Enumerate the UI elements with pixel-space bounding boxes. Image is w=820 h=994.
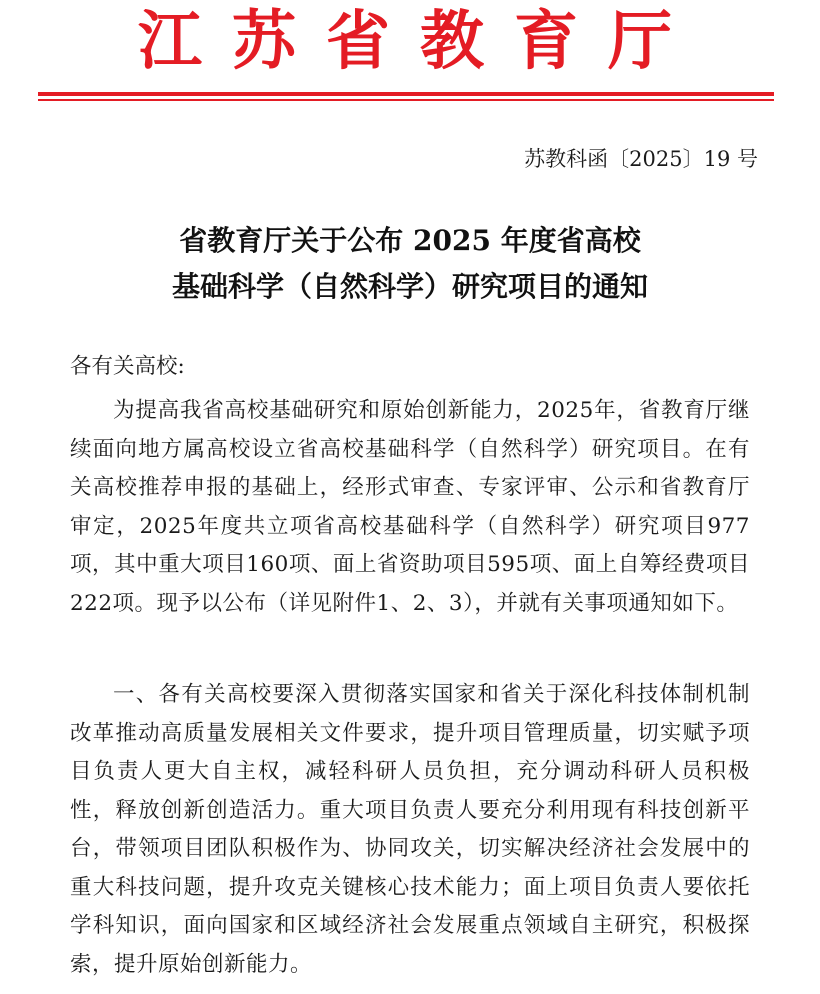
body-paragraph-2: 一、各有关高校要深入贯彻落实国家和省关于深化科技体制机制改革推动高质量发展相关文件要求，提升项目管理质量，切实赋予项目负责人更大自主权，减轻科研人员负担，充分调动科研人员积极性，释放创新创造活力。重大项目负责人要充分利用现有科技创新平台，带领项目团队积极作为、协同攻关，切实解决经济社会发展中的重大科技问题，提升攻克关键核心技术能力；面上项目负责人要依托学科知识，面向国家和区域经济社会发展重点领域自主研究，积极探索，提升原始创新能力。 bbox=[70, 682, 750, 977]
salutation: 各有关高校: bbox=[70, 354, 185, 379]
letterhead bbox=[0, 0, 820, 84]
document-title-line-1: 省教育厅关于公布 2025 年度省高校 bbox=[179, 224, 641, 257]
document-title-line-2: 基础科学（自然科学）研究项目的通知 bbox=[171, 270, 648, 303]
document-number: 苏教科函〔2025〕19 号 bbox=[524, 147, 758, 171]
letterhead-rule-thin bbox=[38, 99, 774, 101]
letterhead-rule-thick bbox=[38, 92, 774, 96]
document-title bbox=[0, 218, 820, 310]
body-paragraph-1: 为提高我省高校基础研究和原始创新能力，2025年，省教育厅继续面向地方属高校设立省高校基础科学（自然科学）研究项目。在有关高校推荐申报的基础上，经形式审查、专家评审、公示和省教育厅审定，2025年度共立项省高校基础科学（自然科学）研究项目977项，其中重大项目160项、面上省资助项目595项、面上自筹经费项目222项。现予以公布（详见附件1、2、3），并就有关事项通知如下。 bbox=[70, 398, 750, 616]
agency-name: 江苏省教育厅 bbox=[138, 4, 702, 79]
